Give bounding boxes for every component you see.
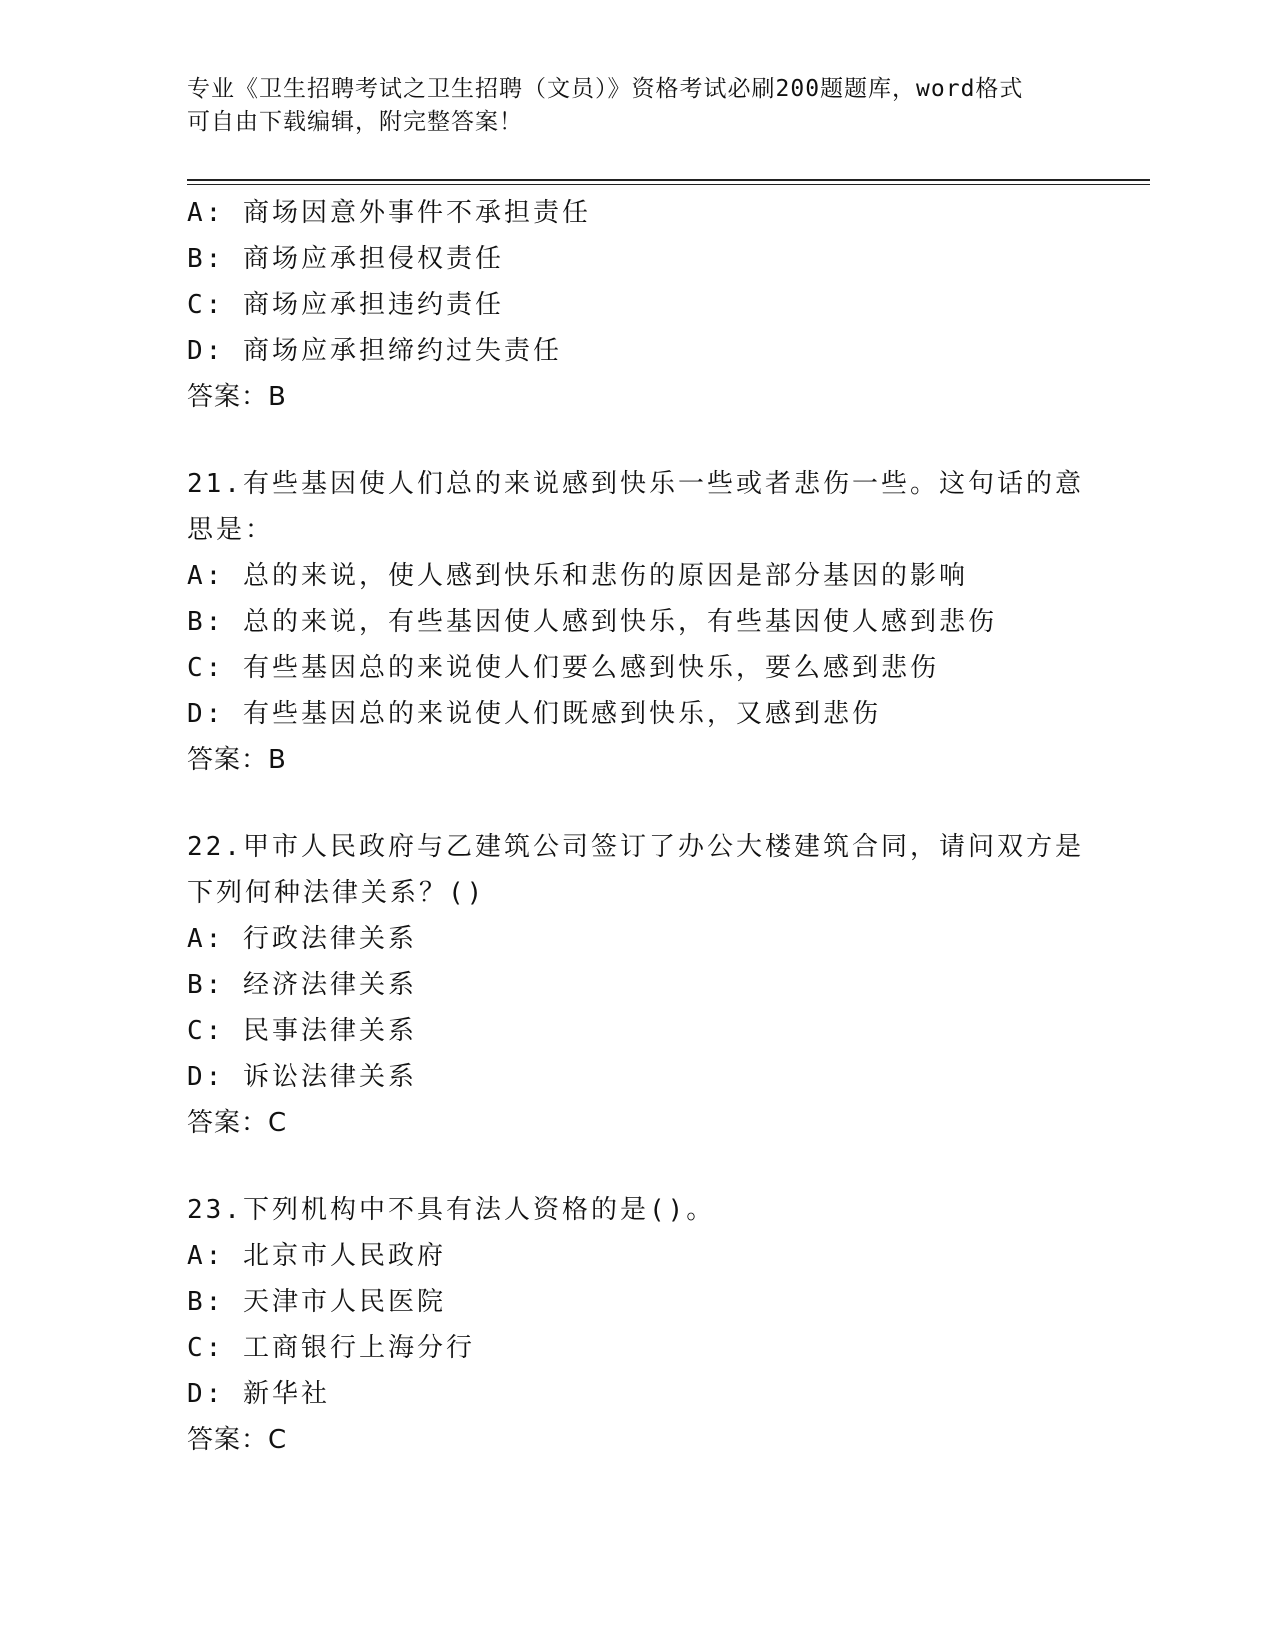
option-b: B: 天津市人民医院: [187, 1287, 446, 1317]
document-header: [187, 73, 1087, 139]
question-stem-line-2: 下列何种法律关系？(): [187, 878, 486, 908]
header-line-1: 专业《卫生招聘考试之卫生招聘（文员）》资格考试必刷200题题库，word格式: [187, 76, 1024, 102]
option-b: B: 总的来说，有些基因使人感到快乐，有些基因使人感到悲伤: [187, 607, 997, 637]
spacer: [187, 1146, 1087, 1187]
option-c: C: 民事法律关系: [187, 1016, 417, 1046]
question-stem-line-1: 21.有些基因使人们总的来说感到快乐一些或者悲伤一些。这句话的意: [187, 469, 1084, 499]
question-list: [187, 190, 1087, 1463]
option-c: C: 商场应承担违约责任: [187, 290, 504, 320]
spacer: [187, 420, 1087, 461]
question-block-23: [187, 1187, 1087, 1463]
question-block-21: [187, 461, 1087, 783]
option-b: B: 商场应承担侵权责任: [187, 244, 504, 274]
option-a: A: 北京市人民政府: [187, 1241, 446, 1271]
option-a: A: 总的来说，使人感到快乐和悲伤的原因是部分基因的影响: [187, 561, 968, 591]
option-c: C: 有些基因总的来说使人们要么感到快乐，要么感到悲伤: [187, 653, 939, 683]
question-stem-line-2: 思是：: [187, 515, 275, 545]
option-d: D: 诉讼法律关系: [187, 1062, 417, 1092]
answer-label: 答案：C: [187, 1425, 288, 1455]
option-d: D: 新华社: [187, 1379, 330, 1409]
question-stem-line-1: 22.甲市人民政府与乙建筑公司签订了办公大楼建筑合同，请问双方是: [187, 832, 1084, 862]
question-block-22: [187, 824, 1087, 1146]
option-a: A: 行政法律关系: [187, 924, 417, 954]
answer-label: 答案：B: [187, 382, 287, 412]
header-line-2: 可自由下载编辑，附完整答案！: [187, 109, 523, 135]
option-b: B: 经济法律关系: [187, 970, 417, 1000]
option-d: D: 商场应承担缔约过失责任: [187, 336, 562, 366]
header-divider-thin: [187, 184, 1150, 185]
option-d: D: 有些基因总的来说使人们既感到快乐，又感到悲伤: [187, 699, 881, 729]
option-c: C: 工商银行上海分行: [187, 1333, 475, 1363]
answer-label: 答案：C: [187, 1108, 288, 1138]
question-stem-line-1: 23.下列机构中不具有法人资格的是()。: [187, 1195, 716, 1225]
answer-label: 答案：B: [187, 745, 287, 775]
header-divider-thick: [187, 179, 1150, 181]
spacer: [187, 783, 1087, 824]
option-a: A: 商场因意外事件不承担责任: [187, 198, 591, 228]
question-block-partial: [187, 190, 1087, 420]
